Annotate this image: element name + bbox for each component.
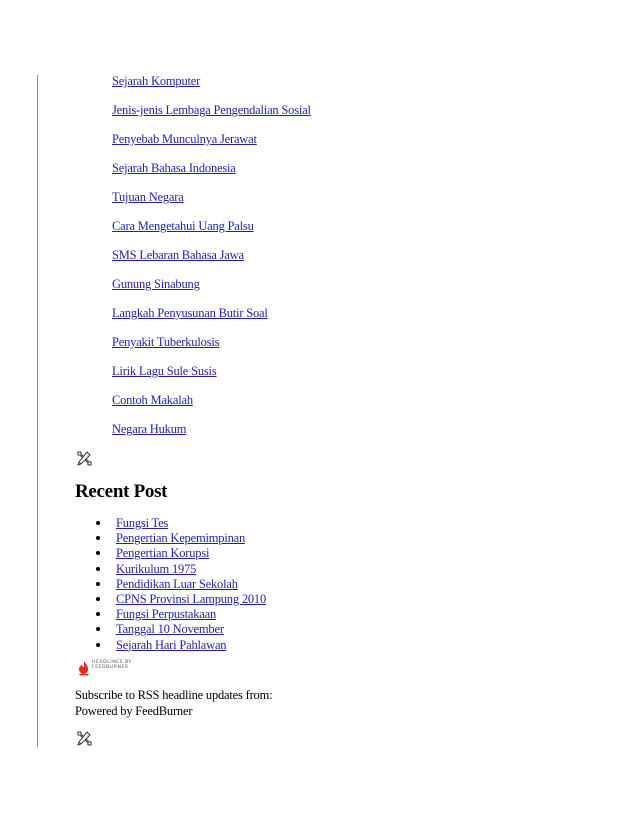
list-item bbox=[96, 516, 266, 531]
feedburner-flame-icon bbox=[76, 660, 92, 676]
link-item[interactable]: Penyebab Munculnya Jerawat bbox=[112, 132, 257, 146]
feedburner-subscribe-block bbox=[75, 687, 272, 719]
recent-post-link[interactable]: CPNS Provinsi Lampung 2010 bbox=[116, 591, 267, 606]
bullet-icon bbox=[96, 612, 100, 616]
link-item[interactable]: Lirik Lagu Sule Susis bbox=[112, 364, 217, 378]
list-item bbox=[96, 546, 266, 561]
list-item bbox=[96, 592, 266, 607]
list-item bbox=[96, 577, 266, 592]
bullet-icon bbox=[96, 597, 100, 601]
recent-post-link[interactable]: Kurikulum 1975 bbox=[116, 561, 197, 576]
link-item[interactable]: Sejarah Komputer bbox=[112, 74, 201, 88]
feedburner-logo-line1: HEADLINES BY bbox=[92, 660, 132, 665]
bullet-icon bbox=[96, 521, 100, 525]
subscribe-text: Subscribe to RSS headline updates from: bbox=[75, 688, 273, 702]
feedburner-logo-text bbox=[92, 660, 132, 670]
link-item[interactable]: Negara Hukum bbox=[112, 422, 187, 436]
list-item bbox=[96, 622, 266, 637]
tools-icon[interactable] bbox=[75, 450, 93, 468]
link-item[interactable]: Cara Mengetahui Uang Palsu bbox=[112, 219, 254, 233]
bullet-icon bbox=[96, 643, 100, 647]
powered-by-text: Powered by FeedBurner bbox=[75, 704, 193, 718]
link-item[interactable]: SMS Lebaran Bahasa Jawa bbox=[112, 248, 244, 262]
list-item bbox=[96, 607, 266, 622]
link-item[interactable]: Jenis-jenis Lembaga Pengendalian Sosial bbox=[112, 103, 311, 117]
list-item bbox=[96, 638, 266, 653]
bullet-icon bbox=[96, 627, 100, 631]
list-item bbox=[96, 562, 266, 577]
recent-post-heading: Recent Post bbox=[75, 481, 168, 502]
bullet-icon bbox=[96, 536, 100, 540]
link-item[interactable]: Gunung Sinabung bbox=[112, 277, 200, 291]
bullet-icon bbox=[96, 567, 100, 571]
tools-icon[interactable] bbox=[75, 730, 93, 748]
recent-post-link[interactable]: Fungsi Perpustakaan bbox=[116, 607, 217, 622]
recent-post-link[interactable]: Pendidikan Luar Sekolah bbox=[116, 576, 238, 591]
recent-post-link[interactable]: Sejarah Hari Pahlawan bbox=[116, 637, 227, 652]
recent-post-list bbox=[96, 516, 266, 653]
link-list bbox=[112, 72, 311, 449]
list-item bbox=[96, 531, 266, 546]
link-item[interactable]: Penyakit Tuberkulosis bbox=[112, 335, 220, 349]
left-margin-rule bbox=[37, 75, 38, 747]
link-item[interactable]: Langkah Penyusunan Butir Soal bbox=[112, 306, 268, 320]
feedburner-logo-line2: FEEDBURNER bbox=[92, 665, 129, 670]
link-item[interactable]: Contoh Makalah bbox=[112, 393, 193, 407]
link-item[interactable]: Tujuan Negara bbox=[112, 190, 184, 204]
bullet-icon bbox=[96, 582, 100, 586]
recent-post-link[interactable]: Pengertian Korupsi bbox=[116, 546, 210, 561]
recent-post-link[interactable]: Fungsi Tes bbox=[116, 516, 169, 530]
link-item[interactable]: Sejarah Bahasa Indonesia bbox=[112, 161, 236, 175]
bullet-icon bbox=[96, 551, 100, 555]
recent-post-link[interactable]: Tanggal 10 November bbox=[116, 622, 224, 637]
recent-post-link[interactable]: Pengertian Kepemimpinan bbox=[116, 531, 246, 546]
